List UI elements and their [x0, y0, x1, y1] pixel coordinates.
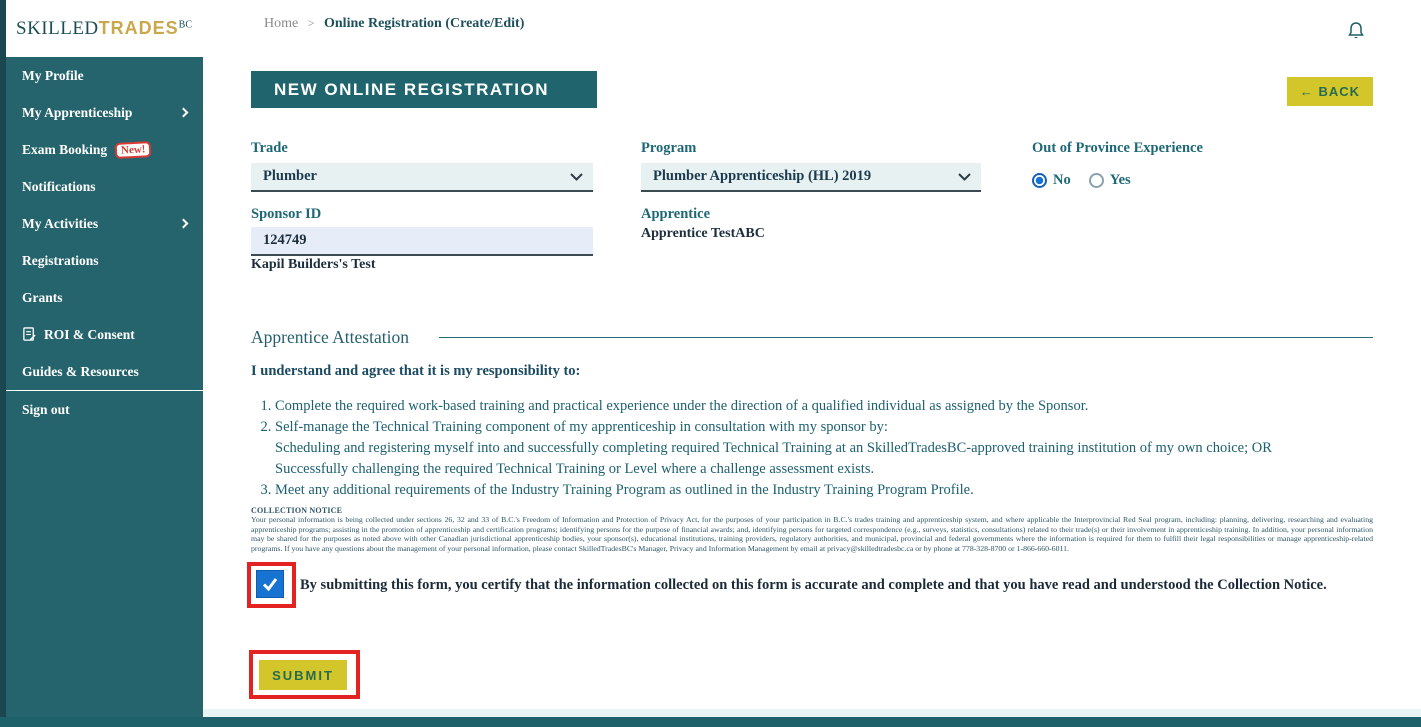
collection-notice-heading: COLLECTION NOTICE [251, 506, 343, 515]
sponsor-id-input[interactable] [251, 227, 593, 256]
sidebar-item-label: Registrations [22, 252, 99, 268]
chevron-down-icon [958, 168, 971, 186]
sidebar-item-label: Sign out [22, 401, 70, 417]
sidebar-item-guides-resources[interactable] [6, 353, 203, 390]
radio-no-label[interactable]: No [1053, 172, 1071, 188]
sponsor-id-label: Sponsor ID [251, 206, 322, 222]
sidebar-item-my-profile[interactable] [6, 57, 203, 94]
brand-logo[interactable] [6, 0, 203, 57]
sidebar-item-label: My Activities [22, 215, 99, 231]
sidebar-item-my-activities[interactable] [6, 205, 203, 242]
trade-label: Trade [251, 140, 288, 156]
trade-select-value: Plumber [263, 168, 317, 184]
notification-bell-icon[interactable] [1347, 21, 1365, 41]
program-label: Program [641, 140, 697, 156]
out-of-province-radio-group [1032, 172, 1131, 189]
breadcrumb-separator: > [307, 16, 315, 30]
radio-no[interactable] [1032, 173, 1047, 188]
apprentice-name-text: Apprentice TestABC [641, 226, 765, 241]
sidebar-item-label: Grants [22, 289, 63, 305]
attestation-section-header [251, 327, 1373, 348]
brand-logo-text [16, 18, 192, 40]
brand-bc: BC [178, 19, 193, 31]
apprentice-label: Apprentice [641, 206, 711, 222]
chevron-right-icon [179, 108, 189, 118]
sidebar-item-label: Guides & Resources [22, 363, 139, 379]
page-title: NEW ONLINE REGISTRATION [251, 71, 597, 108]
new-badge: New! [115, 141, 152, 159]
sidebar-item-roi-consent[interactable] [6, 316, 203, 353]
chevron-right-icon [179, 219, 189, 229]
section-divider-line [439, 337, 1373, 338]
attestation-item-text: Self-manage the Technical Training component of my apprenticeship in consultation with my sponsor by: [275, 419, 888, 435]
breadcrumb [264, 16, 524, 32]
sidebar-item-exam-booking[interactable] [6, 131, 203, 168]
out-of-province-label: Out of Province Experience [1032, 140, 1203, 156]
back-button[interactable]: ← BACK [1287, 77, 1373, 106]
sidebar-item-registrations[interactable] [6, 242, 203, 279]
main-content [203, 0, 1421, 727]
sidebar-nav [6, 57, 203, 428]
chevron-down-icon [570, 168, 583, 186]
roi-document-icon [22, 327, 37, 342]
checkmark-icon [260, 574, 280, 594]
program-select[interactable] [641, 163, 981, 192]
attestation-heading: Apprentice Attestation [251, 327, 409, 347]
certify-statement: By submitting this form, you certify that the information collected on this form is accurate and complete and that you have read and understood the Collection Notice. [300, 577, 1327, 593]
certify-checkbox[interactable] [256, 570, 284, 598]
attestation-intro: I understand and agree that it is my responsibility to: [251, 363, 581, 379]
attestation-item-text: Complete the required work-based training and practical experience under the direction of a qualified individual as assigned by the Sponsor. [275, 398, 1089, 414]
sidebar-item-label: Exam Booking [22, 141, 108, 157]
page-bottom-tint [203, 709, 1421, 717]
attestation-subitem: Successfully challenging the required Technical Training or Level where a challenge assessment exists. [275, 461, 875, 477]
radio-yes[interactable] [1089, 173, 1104, 188]
trade-select[interactable] [251, 163, 593, 192]
sidebar-item-label: ROI & Consent [44, 326, 135, 342]
brand-trades: TRADES [98, 17, 179, 38]
breadcrumb-current: Online Registration (Create/Edit) [324, 16, 525, 31]
sidebar-item-grants[interactable] [6, 279, 203, 316]
sidebar-item-sign-out[interactable] [6, 391, 203, 428]
footer-bar [0, 717, 1421, 727]
attestation-item [275, 417, 1370, 480]
radio-yes-label[interactable]: Yes [1109, 172, 1131, 188]
attestation-subitem: Scheduling and registering myself into and successfully completing required Technical Training at an SkilledTradesBC-approved training institution of my own choice; OR [275, 440, 1272, 456]
sidebar-item-label: My Profile [22, 67, 84, 83]
brand-skilled: SKILLED [16, 17, 99, 39]
sidebar-item-label: Notifications [22, 178, 96, 194]
attestation-item [275, 480, 1370, 501]
sponsor-name-text: Kapil Builders's Test [251, 257, 376, 272]
submit-button[interactable]: SUBMIT [259, 660, 347, 690]
program-select-value: Plumber Apprenticeship (HL) 2019 [653, 168, 872, 184]
attestation-item [275, 396, 1370, 417]
collection-notice-body: Your personal information is being collected under sections 26, 32 and 33 of B.C.'s Freedom of Information and Protection of Privacy Act, for the purposes of your participation in B.C.'s trades training and apprenticeship system, and where applicable the Interprovincial Red Seal program, including: planning, delivering, researching and evaluating apprenticeship programs; assisting in the promotion of apprenticeship and certification programs; identifying persons for the purpose of financial awards; and, identifying persons for targeted correspondence (e.g., surveys, statistics, consultations) related to their trade(s) or their involvement in apprenticeship training. In addition, your personal information may be shared for the purposes as noted above with other Canadian jurisdictional apprenticeship bodies, your sponsor(s), educational institutions, training providers, regulatory authorities, and municipal, provincial and federal governments where the information is required for them to fulfill their legal responsibilities or manage apprenticeship-related programs. If you have any questions about the management of your personal information, please contact SkilledTradesBC's Manager, Privacy and Information Management by email at privacy@skilledtradesbc.ca or by phone at 778-328-8700 or 1-866-660-6011. [251, 515, 1373, 553]
sidebar-item-my-apprenticeship[interactable] [6, 94, 203, 131]
breadcrumb-home-link[interactable]: Home [264, 16, 299, 31]
attestation-item-text: Meet any additional requirements of the Industry Training Program as outlined in the Industry Training Program Profile. [275, 482, 974, 498]
attestation-list [255, 396, 1370, 501]
sidebar [6, 0, 203, 727]
sidebar-item-label: My Apprenticeship [22, 104, 133, 120]
sidebar-item-notifications[interactable] [6, 168, 203, 205]
